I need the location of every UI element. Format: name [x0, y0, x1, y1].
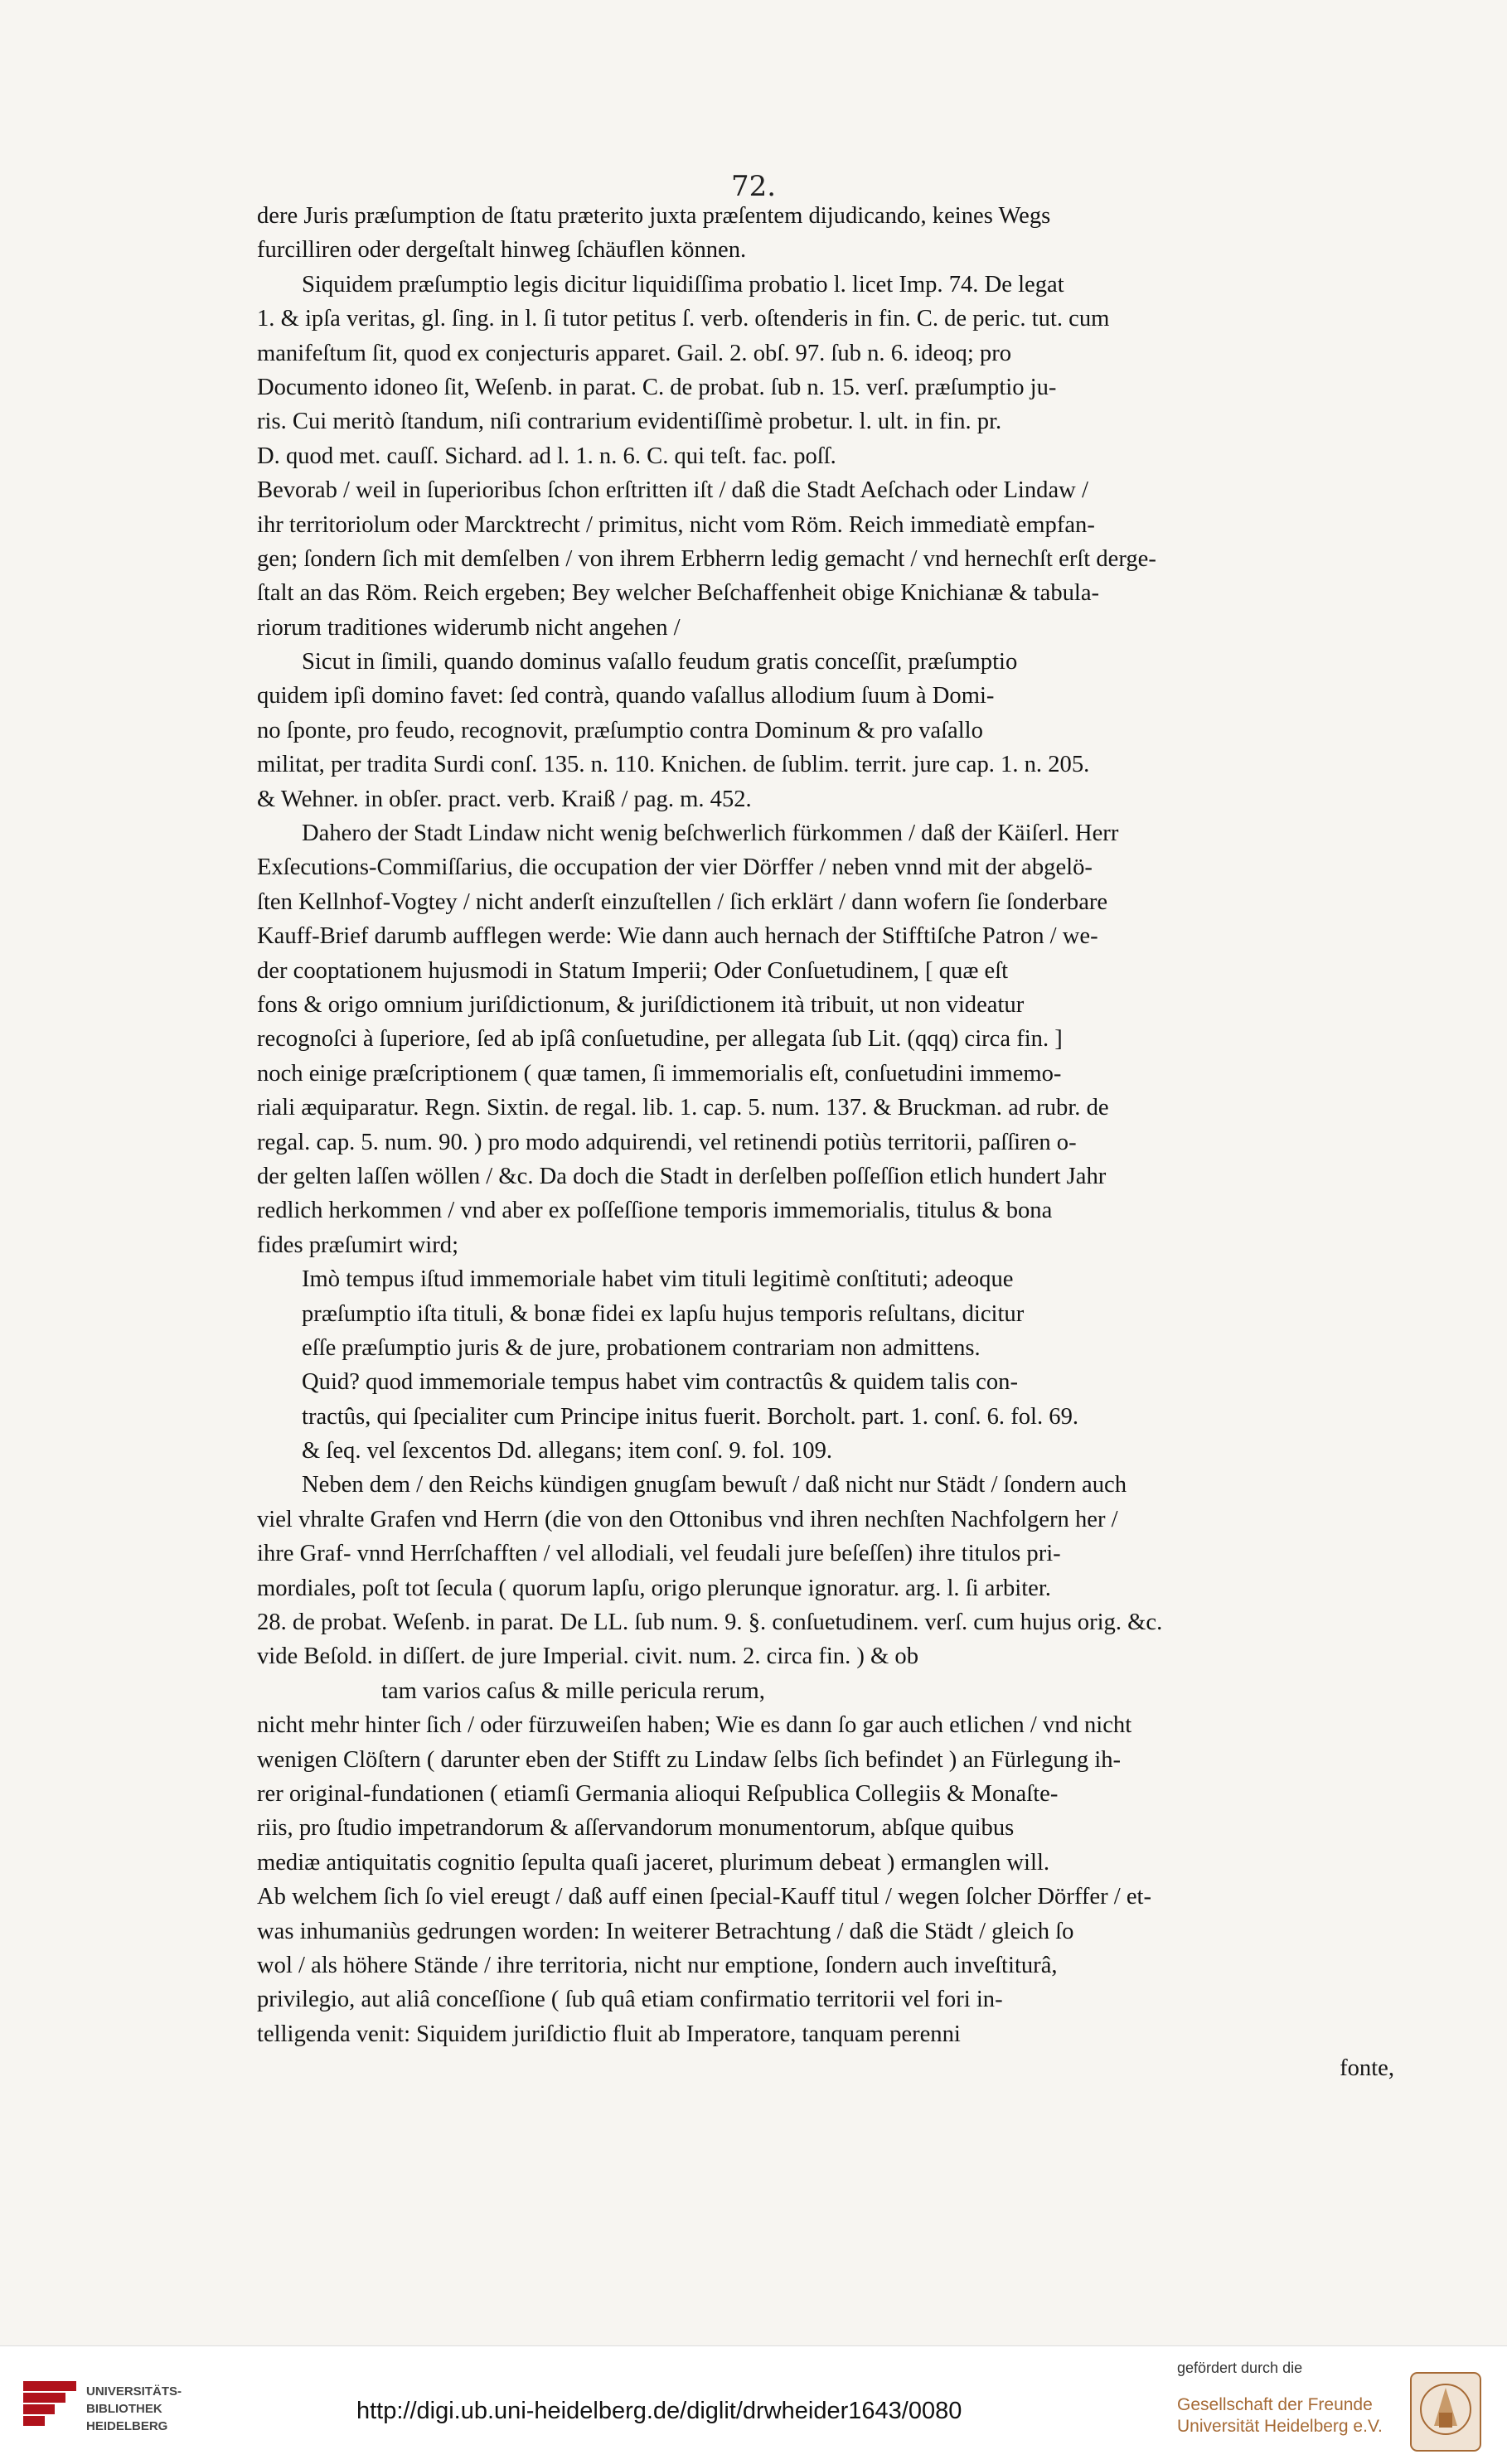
text-line: ſtalt an das Röm. Reich ergeben; Bey welcher Beſchaffenheit obige Knichianæ & tabula- — [257, 580, 1100, 607]
text-line: Quid? quod immemoriale tempus habet vim contractûs & quidem talis con- — [302, 1369, 1018, 1396]
library-logo[interactable] — [23, 2381, 182, 2437]
text-line: Kauff-Brief darumb aufflegen werde: Wie dann auch hernach der Stifftiſche Patron / we- — [257, 923, 1098, 950]
text-line: Dahero der Stadt Lindaw nicht wenig beſchwerlich fürkommen / daß der Käiſerl. Herr — [302, 821, 1119, 847]
library-logo-mark — [23, 2381, 76, 2437]
text-line: vide Beſold. in diſſert. de jure Imperial. civit. num. 2. circa fin. ) & ob — [257, 1643, 919, 1670]
text-line: der cooptationem hujusmodi in Statum Imperii; Oder Conſuetudinem, [ quæ eſt — [257, 957, 1009, 984]
text-line: der gelten laſſen wöllen / &c. Da doch die Stadt in derſelben poſſeſſion etlich hundert Jahr — [257, 1163, 1107, 1189]
text-line: riis, pro ſtudio impetrandorum & aſſervandorum monumentorum, abſque quibus — [257, 1815, 1015, 1842]
text-line: redlich herkommen / vnd aber ex poſſeſſione temporis immemorialis, titulus & bona — [257, 1198, 1053, 1224]
text-line: Imò tempus iſtud immemoriale habet vim tituli legitimè conſtituti; adeoque — [302, 1266, 1014, 1293]
text-line: militat, per tradita Surdi conſ. 135. n. 110. Knichen. de ſublim. territ. jure cap. 1. n. 205. — [257, 752, 1090, 778]
text-line: wenigen Clöſtern ( darunter eben der Stifft zu Lindaw ſelbs ſich befindet ) an Fürlegung ih- — [257, 1746, 1122, 1773]
text-line: quidem ipſi domino favet: ſed contrà, quando vaſallus allodium ſuum à Domi- — [257, 683, 995, 709]
text-line: Sicut in ſimili, quando dominus vaſallo feudum gratis conceſſit, præſumptio — [302, 649, 1018, 675]
text-line: no ſponte, pro feudo, recognovit, præſumptio contra Dominum & pro vaſallo — [257, 717, 983, 743]
text-line: telligenda venit: Siquidem juriſdictio fluit ab Imperatore, tanquam perenni — [257, 2021, 961, 2047]
text-line: dere Juris præſumption de ſtatu præterito juxta præſentem dijudicando, keines Wegs — [257, 203, 1051, 229]
text-line: was inhumaniùs gedrungen worden: In weiterer Betrachtung / daß die Städt / gleich ſo — [257, 1918, 1074, 1944]
text-line: noch einige præſcriptionem ( quæ tamen, ſi immemorialis eſt, conſuetudini immemo- — [257, 1060, 1062, 1087]
text-line: tractûs, qui ſpecialiter cum Principe initus fuerit. Borcholt. part. 1. conſ. 6. fol. 69. — [302, 1403, 1079, 1430]
text-line: recognoſci à ſuperiore, ſed ab ipſâ conſuetudine, per allegata ſub Lit. (qqq) circa fin. ] — [257, 1026, 1063, 1053]
text-line: fides præſumirt wird; — [257, 1232, 459, 1258]
text-line: mediæ antiquitatis cognitio ſepulta quaſi jaceret, plurimum debeat ) ermanglen will. — [257, 1849, 1050, 1876]
text-line: ris. Cui meritò ſtandum, niſi contrarium evidentiſſimè probetur. l. ult. in fin. pr. — [257, 409, 1002, 435]
text-line: wol / als höhere Stände / ihre territoria, nicht nur emptione, ſondern auch inveſtiturâ, — [257, 1952, 1058, 1978]
text-line: Bevorab / weil in ſuperioribus ſchon erſtritten iſt / daß die Stadt Aeſchach oder Lindaw / — [257, 477, 1088, 504]
society-seal-icon — [1409, 2371, 1482, 2452]
page-url-link[interactable]: http://digi.ub.uni-heidelberg.de/diglit/drwheider1643/0080 — [356, 2398, 962, 2424]
text-line: rer original-fundationen ( etiamſi Germania alioqui Reſpublica Collegiis & Monaſte- — [257, 1780, 1059, 1807]
text-line: Ab welchem ſich ſo viel ereugt / daß auff einen ſpecial-Kauff titul / wegen ſolcher Dörffer / et- — [257, 1884, 1152, 1910]
text-line: Exſecutions-Commiſſarius, die occupation der vier Dörffer / neben vnnd mit der abgelö- — [257, 854, 1093, 881]
page-number: 72. — [730, 170, 777, 203]
text-line: privilegio, aut aliâ conceſſione ( ſub quâ etiam confirmatio territorii vel fori in- — [257, 1987, 1003, 2013]
text-body — [257, 199, 1394, 2085]
text-line: fonte, — [1340, 2055, 1394, 2082]
text-line: 28. de probat. Weſenb. in parat. De LL. ſub num. 9. §. conſuetudinem. verſ. cum hujus orig. &c. — [257, 1610, 1163, 1636]
text-line: viel vhralte Grafen vnd Herrn (die von den Ottonibus vnd ihren nechſten Nachfolgern her / — [257, 1506, 1118, 1532]
text-line: ihre Graf- vnnd Herrſchafften / vel allodiali, vel feudali jure beſeſſen) ihre titulos pri- — [257, 1541, 1061, 1567]
society-name[interactable] — [1177, 2394, 1383, 2437]
text-line: & ſeq. vel ſexcentos Dd. allegans; item conſ. 9. fol. 109. — [302, 1438, 833, 1464]
text-line: riorum traditiones widerumb nicht angehen / — [257, 614, 681, 641]
text-line: riali æquiparatur. Regn. Sixtin. de regal. lib. 1. cap. 5. num. 137. & Bruckman. ad rubr. de — [257, 1095, 1109, 1121]
text-line: regal. cap. 5. num. 90. ) pro modo adquirendi, vel retinendi potiùs territorii, paſſiren o- — [257, 1129, 1077, 1155]
text-line: nicht mehr hinter ſich / oder fürzuweiſen haben; Wie es dann ſo gar auch etlichen / vnd nicht — [257, 1712, 1132, 1739]
text-line: 1. & ipſa veritas, gl. ſing. in l. ſi tutor petitus ſ. verb. oſtenderis in fin. C. de peric. tut. cum — [257, 306, 1110, 332]
text-line: manifeſtum ſit, quod ex conjecturis apparet. Gail. 2. obſ. 97. ſub n. 6. ideoq; pro — [257, 340, 1012, 366]
library-name-line: BIBLIOTHEK — [86, 2402, 162, 2416]
text-line: tam varios caſus & mille pericula rerum, — [381, 1677, 765, 1704]
library-name-line: UNIVERSITÄTS- — [86, 2384, 182, 2399]
text-line: Documento idoneo ſit, Weſenb. in parat. C. de probat. ſub n. 15. verſ. præſumptio ju- — [257, 374, 1057, 400]
text-line: furcilliren oder dergeſtalt hinweg ſchäuflen können. — [257, 237, 747, 264]
footer-bar — [0, 2345, 1507, 2464]
text-line: præſumptio iſta tituli, & bonæ fidei ex lapſu hujus temporis reſultans, dicitur — [302, 1300, 1025, 1327]
text-line: & Wehner. in obſer. pract. verb. Kraiß / pag. m. 452. — [257, 786, 752, 812]
library-name — [86, 2383, 182, 2435]
text-line: gen; ſondern ſich mit demſelben / von ihrem Erbherrn ledig gemacht / vnd hernechſt erſt derge- — [257, 545, 1156, 572]
society-name-line: Universität Heidelberg e.V. — [1177, 2417, 1383, 2436]
text-line: eſſe præſumptio juris & de jure, probationem contrariam non admittens. — [302, 1334, 981, 1361]
funding-caption: gefördert durch die — [1177, 2360, 1303, 2376]
text-line: ihr territoriolum oder Marcktrecht / primitus, nicht vom Röm. Reich immediatè empfan- — [257, 511, 1095, 538]
text-line: D. quod met. cauſſ. Sichard. ad l. 1. n. 6. C. qui teſt. fac. poſſ. — [257, 443, 836, 469]
library-name-line: HEIDELBERG — [86, 2419, 168, 2433]
society-name-line: Gesellschaft der Freunde — [1177, 2395, 1373, 2414]
text-line: Siquidem præſumptio legis dicitur liquidiſſima probatio l. licet Imp. 74. De legat — [302, 271, 1064, 298]
text-line: fons & origo omnium juriſdictionum, & juriſdictionem ità tribuit, ut non videatur — [257, 991, 1025, 1018]
text-line: Neben dem / den Reichs kündigen gnugſam bewuſt / daß nicht nur Städt / ſondern auch — [302, 1472, 1127, 1498]
text-line: ſten Kellnhof-Vogtey / nicht anderſt einzuſtellen / ſich erklärt / dann wofern ſie ſonderbare — [257, 888, 1108, 915]
text-line: mordiales, poſt tot ſecula ( quorum lapſu, origo plerunque ignoratur. arg. l. ſi arbiter. — [257, 1575, 1051, 1601]
